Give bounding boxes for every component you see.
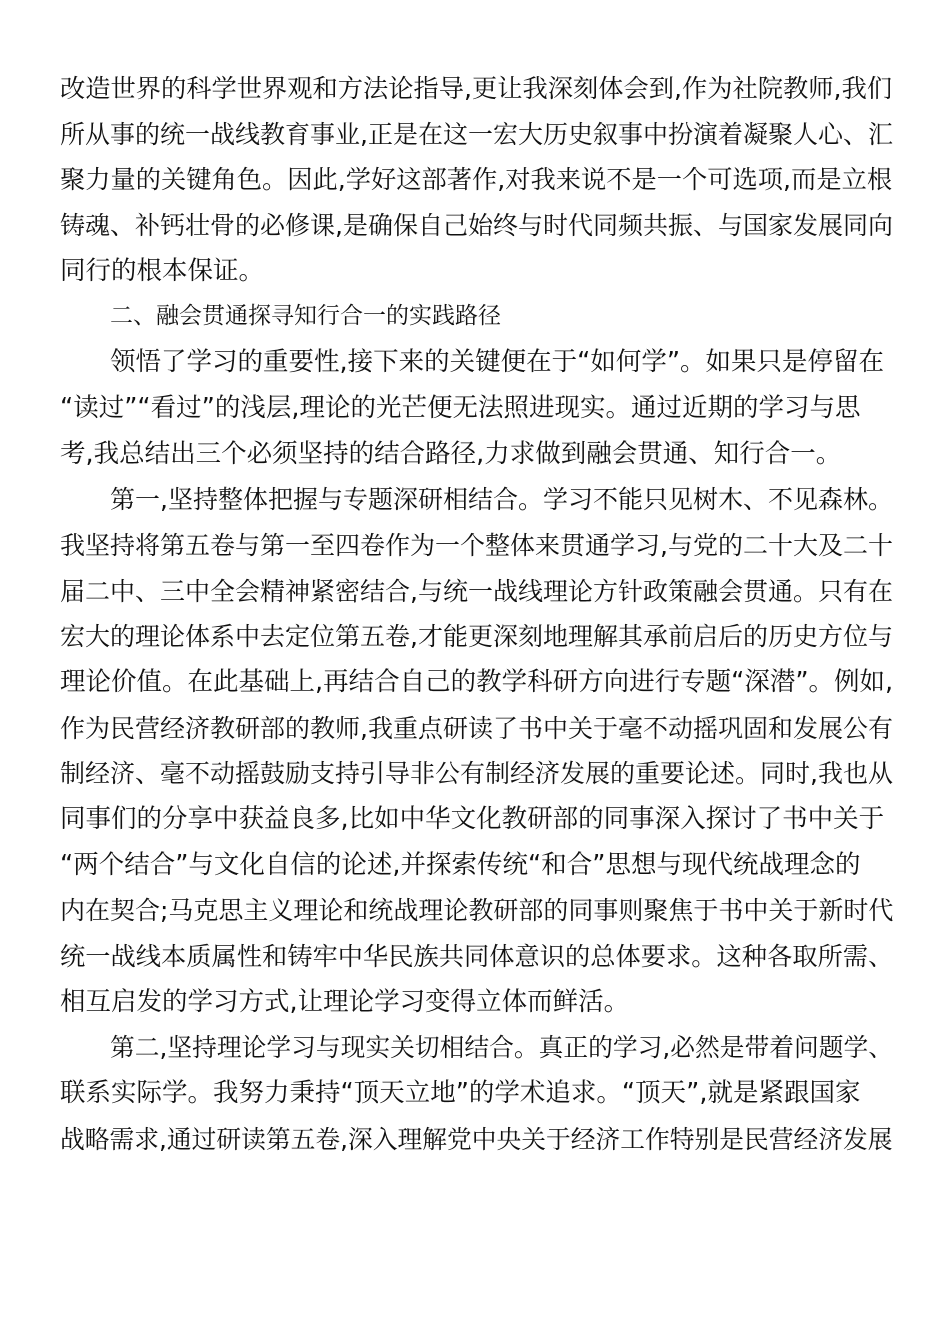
paragraph-first-line: 领悟了学习的重要性,接下来的关键便在于“如何学”。如果只是停留在 [110,347,885,378]
text-line: 宏大的理论体系中去定位第五卷,才能更深刻地理解其承前启后的历史方位与 [60,622,893,652]
document-page [60,66,896,1163]
text-line: 联系实际学。我努力秉持“顶天立地”的学术追求。“顶天”,就是紧跟国家 [60,1078,861,1109]
text-line: “两个结合”与文化自信的论述,并探索传统“和合”思想与现代统战理念的 [60,849,861,880]
text-line: 制经济、毫不动摇鼓励支持引导非公有制经济发展的重要论述。同时,我也从 [60,759,893,789]
paragraph-first-line: 第二,坚持理论学习与现实关切相结合。真正的学习,必然是带着问题学、 [110,1033,893,1063]
text-line: 届二中、三中全会精神紧密结合,与统一战线理论方针政策融会贯通。只有在 [60,576,893,606]
text-line: 聚力量的关键角色。因此,学好这部著作,对我来说不是一个可选项,而是立根 [60,165,893,195]
text-line: 内在契合;马克思主义理论和统战理论教研部的同事则聚焦于书中关于新时代 [60,896,894,926]
text-line: 同行的根本保证。 [60,255,265,286]
paragraph-first-line: 第一,坚持整体把握与专题深研相结合。学习不能只见树木、不见森林。 [110,485,893,515]
text-line: 相互启发的学习方式,让理论学习变得立体而鲜活。 [60,986,630,1017]
section-heading: 二、融会贯通探寻知行合一的实践路径 [110,303,501,330]
text-line: 统一战线本质属性和铸牢中华民族共同体意识的总体要求。这种各取所需、 [60,942,894,972]
text-line: “读过”“看过”的浅层,理论的光芒便无法照进现实。通过近期的学习与思 [60,392,861,423]
text-line: 考,我总结出三个必须坚持的结合路径,力求做到融会贯通、知行合一。 [60,438,842,469]
text-line: 所从事的统一战线教育事业,正是在这一宏大历史叙事中扮演着凝聚人心、汇 [60,119,893,149]
text-line: 同事们的分享中获益良多,比如中华文化教研部的同事深入探讨了书中关于 [60,804,885,834]
text-line: 战略需求,通过研读第五卷,深入理解党中央关于经济工作特别是民营经济发展 [60,1124,893,1154]
text-line: 铸魂、补钙壮骨的必修课,是确保自己始终与时代同频共振、与国家发展同向 [60,211,893,241]
text-line: 作为民营经济教研部的教师,我重点研读了书中关于毫不动摇巩固和发展公有 [60,713,893,743]
text-line: 改造世界的科学世界观和方法论指导,更让我深刻体会到,作为社院教师,我们 [60,74,893,103]
text-line: 我坚持将第五卷与第一至四卷作为一个整体来贯通学习,与党的二十大及二十 [60,530,893,560]
text-line: 理论价值。在此基础上,再结合自己的教学科研方向进行专题“深潜”。例如, [60,666,894,697]
